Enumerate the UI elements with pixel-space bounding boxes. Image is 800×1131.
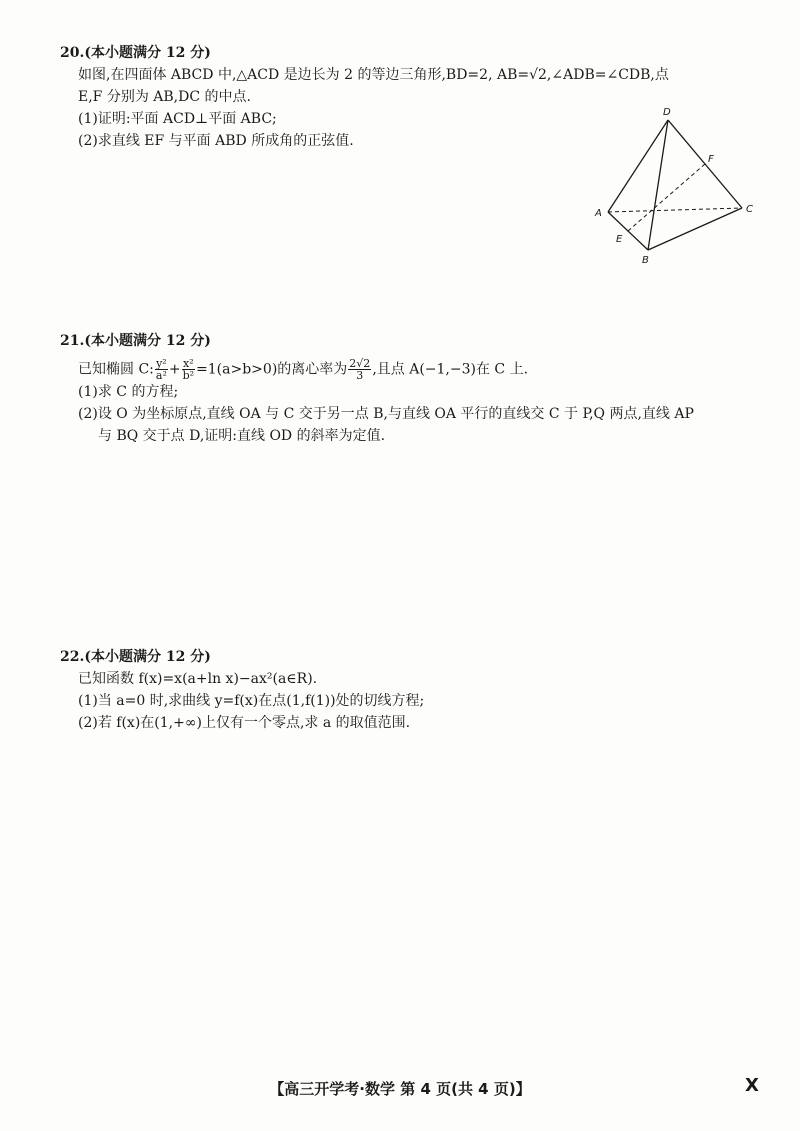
q21-stem-c: ,且点 A(−1,−3)在 C 上.: [372, 361, 529, 378]
q21-header: 21.(本小题满分 12 分): [60, 333, 211, 349]
frac-eccentricity: [348, 358, 371, 381]
edge-BC: [648, 208, 742, 250]
label-A: A: [595, 208, 602, 219]
q21-part1: (1)求 C 的方程;: [78, 384, 179, 400]
q20-part1: (1)证明:平面 ACD⊥平面 ABC;: [78, 111, 277, 127]
edge-AC-dashed: [608, 208, 742, 212]
q21-stem: 已知椭圆 C: $\frac{\text{y²}}{\text{a²}}$ + $\frac{\text{x²}}{\text{b²}}$ =1(a>b>0)的离心率为 $\frac{2√2}{3}$ ,且点 A(−1,−3)在 C 上.: [78, 357, 529, 382]
q21-stem-a: 已知椭圆 C:: [78, 361, 154, 378]
label-D: D: [663, 107, 671, 118]
frac-den-eccentricity: 3: [356, 369, 364, 382]
q22-stem: 已知函数 f(x)=x(a+ln x)−ax²(a∈R).: [78, 671, 318, 687]
q21-part2: (2)设 O 为坐标原点,直线 OA 与 C 交于另一点 B,与直线 OA 平行的直线交 C 于 P,Q 两点,直线 AP: [78, 406, 694, 422]
frac-y2-a2: [155, 358, 168, 381]
label-C: C: [746, 204, 753, 215]
q22-header: 22.(本小题满分 12 分): [60, 649, 211, 665]
edge-DB: [648, 120, 668, 250]
frac-den-b2: b²: [182, 369, 195, 382]
q20-header: 20.(本小题满分 12 分): [60, 45, 211, 61]
page-footer: 【高三开学考·数学 第 4 页(共 4 页)】: [269, 1080, 531, 1098]
q22-part2: (2)若 f(x)在(1,+∞)上仅有一个零点,求 a 的取值范围.: [78, 715, 411, 731]
segment-EF-dashed: [628, 164, 705, 231]
q20-stem-line2: E,F 分别为 AB,DC 的中点.: [78, 89, 251, 105]
frac-num-x2: x²: [183, 357, 194, 370]
frac-x2-b2: [182, 358, 195, 381]
tetrahedron-figure: [590, 100, 765, 270]
question-21: [60, 330, 760, 447]
q20-part2: (2)求直线 EF 与平面 ABD 所成角的正弦值.: [78, 133, 354, 149]
footer-mark: X: [745, 1075, 759, 1096]
q21-stem-b: =1(a>b>0)的离心率为: [196, 361, 348, 378]
question-22: [60, 646, 760, 734]
frac-num-y2: y²: [156, 357, 167, 370]
label-B: B: [642, 255, 649, 266]
frac-den-a2: a²: [155, 369, 167, 382]
label-E: E: [616, 234, 623, 245]
label-F: F: [708, 154, 714, 165]
q20-stem-line1: 如图,在四面体 ABCD 中,△ACD 是边长为 2 的等边三角形,BD=2, AB=√2,∠ADB=∠CDB,点: [78, 67, 669, 83]
frac-num-eccentricity: 2√2: [349, 357, 371, 370]
edge-DA: [608, 120, 668, 212]
edge-DC: [668, 120, 742, 208]
q21-part2-cont: 与 BQ 交于点 D,证明:直线 OD 的斜率为定值.: [98, 428, 386, 444]
q22-part1: (1)当 a=0 时,求曲线 y=f(x)在点(1,f(1))处的切线方程;: [78, 693, 425, 709]
